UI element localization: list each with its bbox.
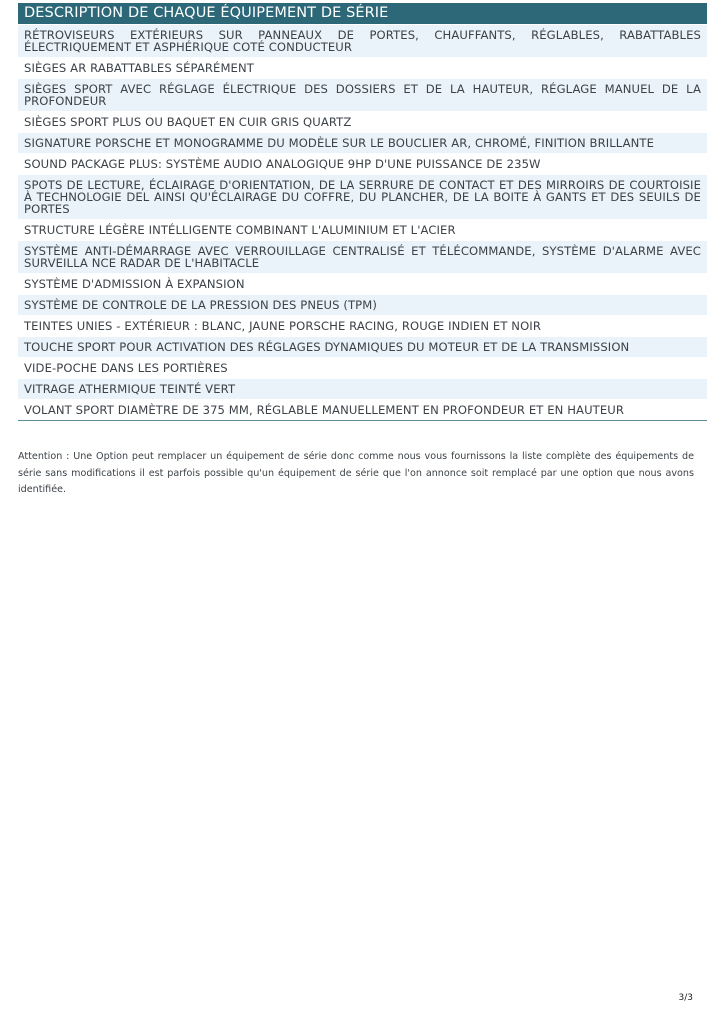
table-row: SIÈGES AR RABATTABLES SÉPARÉMENT [18,57,707,78]
table-row: TOUCHE SPORT POUR ACTIVATION DES RÉGLAGES DYNAMIQUES DU MOTEUR ET DE LA TRANSMISSION [18,336,707,357]
disclaimer-note: Attention : Une Option peut remplacer un équipement de série donc comme nous vous fournissons la liste complète des équipements de série sans modifications il est parfois possible qu'un équipement de série que l'on annonce soit remplacé par une option que nous avons identifiée. [18,451,694,495]
page-number: 3/3 [678,993,693,1003]
table-row: SYSTÈME D'ADMISSION À EXPANSION [18,273,707,294]
table-row: SIGNATURE PORSCHE ET MONOGRAMME DU MODÈLE SUR LE BOUCLIER AR, CHROMÉ, FINITION BRILLANTE [18,132,707,153]
table-row: VIDE-POCHE DANS LES PORTIÈRES [18,357,707,378]
table-row: VITRAGE ATHERMIQUE TEINTÉ VERT [18,378,707,399]
table-row: SOUND PACKAGE PLUS: SYSTÈME AUDIO ANALOGIQUE 9HP D'UNE PUISSANCE DE 235W [18,153,707,174]
table-row: VOLANT SPORT DIAMÈTRE DE 375 MM, RÉGLABLE MANUELLEMENT EN PROFONDEUR ET EN HAUTEUR [18,399,707,420]
table-row: SIÈGES SPORT AVEC RÉGLAGE ÉLECTRIQUE DES DOSSIERS ET DE LA HAUTEUR, RÉGLAGE MANUEL DE LA PROFONDEUR [18,78,707,111]
table-row: SYSTÈME ANTI-DÉMARRAGE AVEC VERROUILLAGE CENTRALISÉ ET TÉLÉCOMMANDE, SYSTÈME D'ALARME AVEC SURVEILLA NCE RADAR DE L'HABITACLE [18,240,707,273]
table-row: SYSTÈME DE CONTROLE DE LA PRESSION DES PNEUS (TPM) [18,294,707,315]
table-row: SIÈGES SPORT PLUS OU BAQUET EN CUIR GRIS QUARTZ [18,111,707,132]
standard-equipment-table [18,3,707,421]
table-row: STRUCTURE LÉGÈRE INTÉLLIGENTE COMBINANT L'ALUMINIUM ET L'ACIER [18,219,707,240]
table-header: DESCRIPTION DE CHAQUE ÉQUIPEMENT DE SÉRIE [18,3,707,24]
table-row: TEINTES UNIES - EXTÉRIEUR : BLANC, JAUNE PORSCHE RACING, ROUGE INDIEN ET NOIR [18,315,707,336]
table-row: RÉTROVISEURS EXTÉRIEURS SUR PANNEAUX DE PORTES, CHAUFFANTS, RÉGLABLES, RABATTABLES ÉLECTRIQUEMENT ET ASPHÉRIQUE COTÉ CONDUCTEUR [18,24,707,57]
table-row: SPOTS DE LECTURE, ÉCLAIRAGE D'ORIENTATION, DE LA SERRURE DE CONTACT ET DES MIRROIRS DE COURTOISIE À TECHNOLOGIE DEL AINSI QU'ÉCLAIRAGE DU COFFRE, DU PLANCHER, DE LA BOITE À GANTS ET DES SEUILS DE PORTES [18,174,707,219]
